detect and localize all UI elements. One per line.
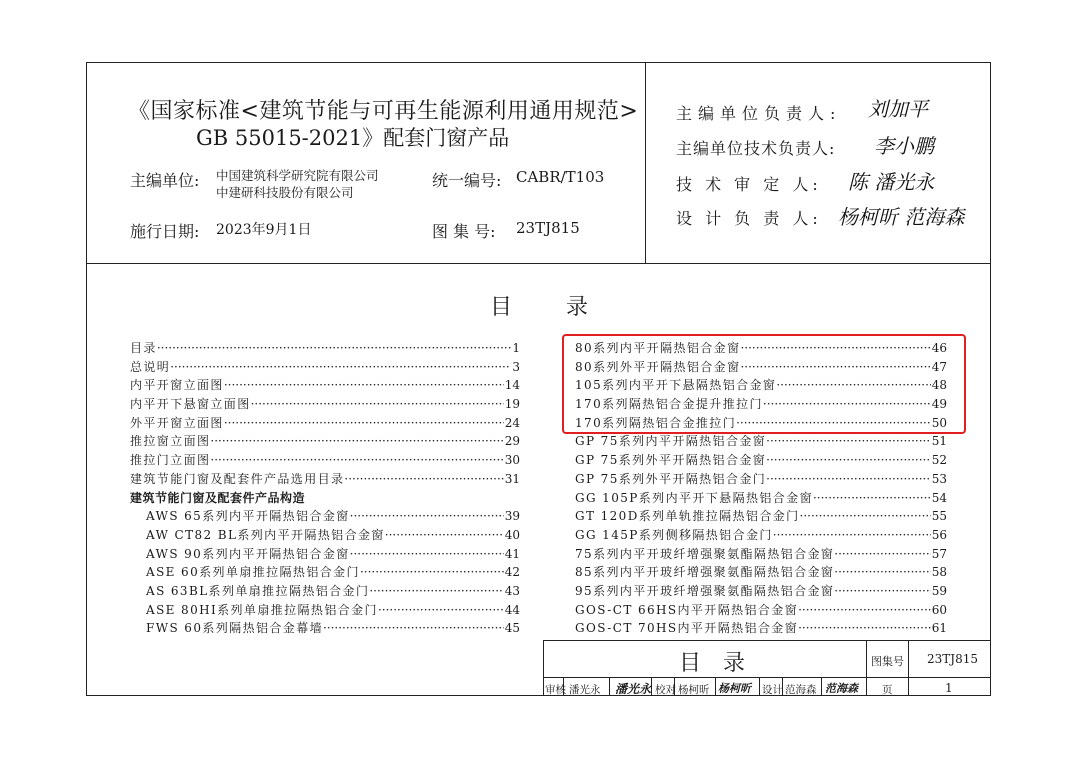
title-line-2: GB 55015-2021》配套门窗产品 — [196, 126, 510, 150]
design-lead-signature: 杨柯昕 范海森 — [838, 205, 965, 229]
toc-entry-title: ASE 80HI系列单扇推拉隔热铝合金门 — [146, 602, 378, 617]
toc-entry-page: 43 — [504, 583, 520, 598]
toc-entry-page: 51 — [931, 434, 947, 449]
chief-unit-signature: 刘加平 — [868, 97, 928, 121]
toc-entry — [575, 451, 947, 470]
toc-entry-title: 内平开窗立面图 — [130, 378, 224, 393]
toc-entry-title: GOS-CT 66HS内平开隔热铝合金窗 — [575, 602, 799, 617]
toc-entry-page: 59 — [931, 583, 947, 598]
toc-entry-leader — [170, 358, 511, 377]
date-label: 施行日期: — [130, 222, 200, 241]
toc-entry-leader — [210, 451, 503, 470]
toc-entry-page: 54 — [931, 490, 947, 505]
toc-entry-title: GOS-CT 70HS内平开隔热铝合金窗 — [575, 621, 799, 636]
toc-entry — [575, 432, 947, 451]
review-cell-signature: 潘光永 — [615, 682, 652, 696]
toc-entry-title: 85系列内平开玻纤增强聚氨酯隔热铝合金窗 — [575, 565, 835, 580]
toc-entry-title: 170系列隔热铝合金提升推拉门 — [575, 397, 763, 412]
toc-entry-leader — [798, 619, 931, 638]
toc-entry-title: 推拉窗立面图 — [130, 434, 211, 449]
toc-entry — [575, 526, 947, 545]
toc-title-part-1: 目 — [490, 295, 513, 320]
review-cell-label: 审核 — [545, 684, 566, 696]
toc-left-column — [130, 339, 520, 638]
design-cell-signature: 范海森 — [825, 682, 858, 695]
review-label: 技 术 审 定 人: — [676, 175, 822, 194]
title-block-atlas-label: 图集号 — [871, 655, 904, 668]
toc-entry — [130, 601, 520, 620]
toc-entry-leader — [834, 545, 930, 564]
toc-entry-title: 95系列内平开玻纤增强聚氨酯隔热铝合金窗 — [575, 583, 835, 598]
title-block — [543, 640, 991, 696]
toc-entry-leader — [323, 619, 504, 638]
toc-entry-page: 30 — [504, 453, 520, 468]
toc-entry-title: 75系列内平开玻纤增强聚氨酯隔热铝合金窗 — [575, 546, 835, 561]
toc-entry — [130, 526, 520, 545]
toc-entry — [130, 563, 520, 582]
toc-entry-title: GT 120D系列单轨推拉隔热铝合金门 — [575, 509, 800, 524]
toc-entry-leader — [378, 601, 504, 620]
toc-entry-page: 45 — [504, 621, 520, 636]
toc-entry-leader — [766, 470, 931, 489]
toc-entry — [130, 358, 520, 377]
review-cell-name: 潘光永 — [569, 684, 601, 696]
toc-entry-page: 24 — [504, 415, 520, 430]
toc-entry — [130, 489, 520, 508]
atlas-value: 23TJ815 — [516, 219, 580, 237]
toc-entry-leader — [344, 470, 503, 489]
toc-entry-page: 41 — [504, 546, 520, 561]
toc-entry-page: 52 — [931, 453, 947, 468]
toc-entry-page: 56 — [931, 527, 947, 542]
toc-entry-page: 53 — [931, 471, 947, 486]
date-value: 2023年9月1日 — [216, 222, 312, 238]
toc-entry-leader — [773, 526, 931, 545]
toc-entry — [130, 376, 520, 395]
check-cell-signature: 杨柯昕 — [718, 682, 751, 695]
toc-entry-leader — [834, 582, 930, 601]
toc-entry-page: 49 — [931, 397, 947, 412]
toc-entry — [130, 414, 520, 433]
toc-entry — [575, 619, 947, 638]
toc-entry-page: 47 — [931, 359, 947, 374]
chief-unit-label: 主编单位负责人: — [676, 104, 842, 123]
org-line-2: 中建研科技股份有限公司 — [216, 185, 354, 200]
atlas-label: 图 集 号: — [432, 222, 496, 241]
toc-entry-page: 50 — [931, 415, 947, 430]
toc-entry-title: ASE 60系列单扇推拉隔热铝合金门 — [146, 565, 360, 580]
toc-entry — [130, 339, 520, 358]
design-cell-name: 范海森 — [785, 684, 817, 696]
title-block-atlas-value: 23TJ815 — [927, 652, 978, 666]
toc-entry — [575, 489, 947, 508]
toc-entry-leader — [798, 601, 931, 620]
toc-entry-title: GG 145P系列侧移隔热铝合金门 — [575, 527, 773, 542]
toc-entry — [575, 470, 947, 489]
title-block-title-part-2: 录 — [723, 651, 746, 676]
toc-entry — [575, 507, 947, 526]
header-divider — [86, 263, 991, 264]
toc-entry — [130, 432, 520, 451]
tech-lead-label: 主编单位技术负责人: — [676, 139, 836, 158]
toc-entry-title: 推拉门立面图 — [130, 453, 211, 468]
serial-label: 统一编号: — [432, 171, 502, 190]
toc-entry-title: 建筑节能门窗及配套件产品选用目录 — [130, 471, 345, 486]
toc-entry — [130, 470, 520, 489]
toc-entry-title: 内平开下悬窗立面图 — [130, 397, 251, 412]
header-vertical-divider — [645, 62, 646, 263]
toc-entry — [130, 619, 520, 638]
check-cell-name: 杨柯昕 — [678, 684, 710, 696]
toc-entry — [575, 601, 947, 620]
toc-entry — [130, 395, 520, 414]
toc-entry — [130, 545, 520, 564]
toc-entry-leader — [834, 563, 930, 582]
tech-lead-signature: 李小鹏 — [874, 134, 934, 158]
toc-entry-page: 61 — [931, 621, 947, 636]
toc-entry-title: 80系列外平开隔热铝合金窗 — [575, 359, 741, 374]
toc-entry-page: 31 — [504, 471, 520, 486]
toc-entry-title: GP 75系列内平开隔热铝合金窗 — [575, 434, 767, 449]
toc-entry-title: 外平开窗立面图 — [130, 415, 224, 430]
serial-value: CABR/T103 — [516, 168, 605, 186]
toc-entry-title: 170系列隔热铝合金推拉门 — [575, 415, 737, 430]
toc-entry-page: 48 — [931, 378, 947, 393]
toc-entry-title: GP 75系列外平开隔热铝合金门 — [575, 471, 767, 486]
toc-entry-page: 58 — [931, 565, 947, 580]
toc-entry-title: 建筑节能门窗及配套件产品构造 — [130, 490, 306, 505]
toc-entry-leader — [766, 432, 931, 451]
toc-entry-title: AW CT82 BL系列内平开隔热铝合金窗 — [146, 527, 385, 542]
org-label: 主编单位: — [130, 171, 200, 190]
toc-entry — [575, 563, 947, 582]
toc-entry-leader — [350, 507, 504, 526]
toc-entry-leader — [813, 489, 931, 508]
toc-entry-title: 105系列内平开下悬隔热铝合金窗 — [575, 378, 777, 393]
highlight-box — [562, 334, 966, 434]
title-block-title-part-1: 目 — [679, 651, 702, 676]
toc-entry-page: 55 — [931, 509, 947, 524]
toc-entry-title: AS 63BL系列单扇推拉隔热铝合金门 — [146, 583, 370, 598]
toc-entry-leader — [766, 451, 931, 470]
toc-entry-title: GP 75系列外平开隔热铝合金窗 — [575, 453, 767, 468]
toc-entry-page: 29 — [504, 434, 520, 449]
toc-entry-page: 44 — [504, 602, 520, 617]
toc-entry-title: 80系列内平开隔热铝合金窗 — [575, 341, 741, 355]
toc-entry-title: 目录 — [130, 341, 157, 355]
toc-entry — [130, 451, 520, 470]
toc-entry-page: 39 — [504, 509, 520, 524]
toc-entry-leader — [800, 507, 931, 526]
toc-entry-title: FWS 60系列隔热铝合金幕墙 — [146, 621, 323, 636]
toc-entry-page: 1 — [512, 341, 520, 355]
toc-entry-leader — [210, 432, 503, 451]
toc-entry-page: 57 — [931, 546, 947, 561]
toc-entry-leader — [251, 395, 504, 414]
toc-entry-title: AWS 90系列内平开隔热铝合金窗 — [146, 546, 350, 561]
toc-entry-title: AWS 65系列内平开隔热铝合金窗 — [146, 509, 350, 524]
toc-entry-leader — [224, 414, 504, 433]
design-cell-label: 设计 — [762, 684, 783, 696]
toc-entry-leader — [369, 582, 503, 601]
toc-entry-page: 3 — [512, 359, 520, 374]
title-line-1: 《国家标准<建筑节能与可再生能源利用通用规范> — [128, 99, 639, 124]
toc-entry — [575, 545, 947, 564]
toc-entry — [575, 582, 947, 601]
design-lead-label: 设 计 负 责 人: — [676, 209, 822, 228]
toc-entry-page: 46 — [931, 341, 947, 355]
toc-entry-page: 40 — [504, 527, 520, 542]
page-cell-label: 页 — [882, 684, 893, 696]
review-signature: 陈 潘光永 — [848, 170, 935, 194]
page-cell-value: 1 — [945, 681, 953, 695]
check-cell-label: 校对 — [655, 684, 676, 696]
toc-entry-leader — [157, 339, 512, 358]
toc-entry-leader — [350, 545, 504, 564]
toc-entry-leader — [224, 376, 504, 395]
toc-entry-page: 14 — [504, 378, 520, 393]
toc-entry — [130, 507, 520, 526]
toc-entry-page: 42 — [504, 565, 520, 580]
toc-entry-title: GG 105P系列内平开下悬隔热铝合金窗 — [575, 490, 813, 505]
toc-entry-leader — [385, 526, 504, 545]
toc-entry-page: 60 — [931, 602, 947, 617]
toc-entry-leader — [360, 563, 504, 582]
toc-title-part-2: 录 — [566, 295, 589, 320]
toc-entry-page: 19 — [504, 397, 520, 412]
toc-entry — [130, 582, 520, 601]
org-line-1: 中国建筑科学研究院有限公司 — [216, 168, 379, 183]
toc-entry-title: 总说明 — [130, 359, 171, 374]
